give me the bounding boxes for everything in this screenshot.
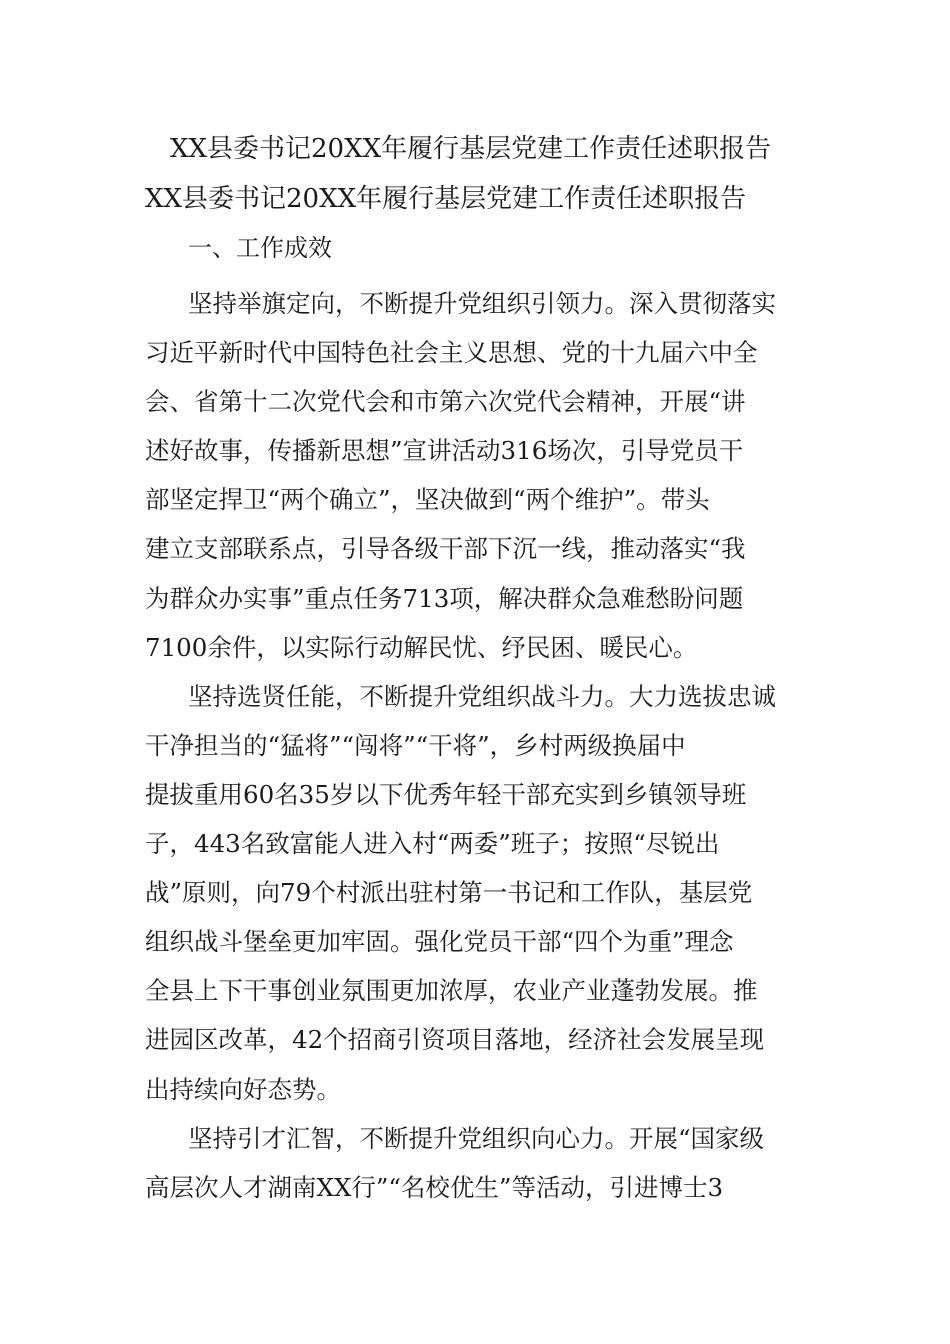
paragraph-1-line: 部坚定捍卫“两个确立”，坚决做到“两个维护”。带头 xyxy=(145,485,710,515)
paragraph-2-line: 出持续向好态势。 xyxy=(145,1074,341,1104)
paragraph-2-line: 提拔重用60名35岁以下优秀年轻干部充实到乡镇领导班 xyxy=(145,779,747,809)
body-text xyxy=(145,279,810,1212)
paragraph-2-line: 组织战斗堡垒更加牢固。强化党员干部“四个为重”理念 xyxy=(145,927,734,957)
document-title-repeat: XX县委书记20XX年履行基层党建工作责任述职报告 xyxy=(145,184,747,214)
paragraph-2-line: 干净担当的“猛将”“闯将”“干将”，乡村两级换届中 xyxy=(145,730,686,760)
paragraph-2-line: 子，443名致富能人进入村“两委”班子；按照“尽锐出 xyxy=(145,829,720,859)
section-heading: 一、工作成效 xyxy=(188,234,332,262)
paragraph-1-line: 述好故事，传播新思想”宣讲活动316场次，引导党员干 xyxy=(145,436,744,466)
paragraph-1-line: 7100余件，以实际行动解民忧、纾民困、暖民心。 xyxy=(145,632,698,662)
paragraph-1-line: 建立支部联系点，引导各级干部下沉一线，推动落实“我 xyxy=(145,534,746,564)
paragraph-3-line: 坚持引才汇智，不断提升党组织向心力。开展“国家级 xyxy=(188,1123,765,1153)
paragraph-3-line: 高层次人才湖南XX行”“名校优生”等活动，引进博士3 xyxy=(145,1172,724,1202)
paragraph-2-line: 全县上下干事创业氛围更加浓厚，农业产业蓬勃发展。推 xyxy=(145,976,758,1006)
paragraph-1-line: 习近平新时代中国特色社会主义思想、党的十九届六中全 xyxy=(145,338,758,368)
paragraph-1-line: 会、省第十二次党代会和市第六次党代会精神，开展“讲 xyxy=(145,387,746,417)
paragraph-2-line: 坚持选贤任能，不断提升党组织战斗力。大力选拔忠诚 xyxy=(188,681,776,711)
paragraph-1-line: 坚持举旗定向，不断提升党组织引领力。深入贯彻落实 xyxy=(188,289,776,318)
paragraph-2-line: 进园区改革，42个招商引资项目落地，经济社会发展呈现 xyxy=(145,1025,765,1055)
document-title: XX县委书记20XX年履行基层党建工作责任述职报告 xyxy=(170,134,772,164)
paragraph-2-line: 战”原则，向79个村派出驻村第一书记和工作队，基层党 xyxy=(145,878,753,908)
paragraph-1-line: 为群众办实事”重点任务713项，解决群众急难愁盼问题 xyxy=(145,583,744,613)
